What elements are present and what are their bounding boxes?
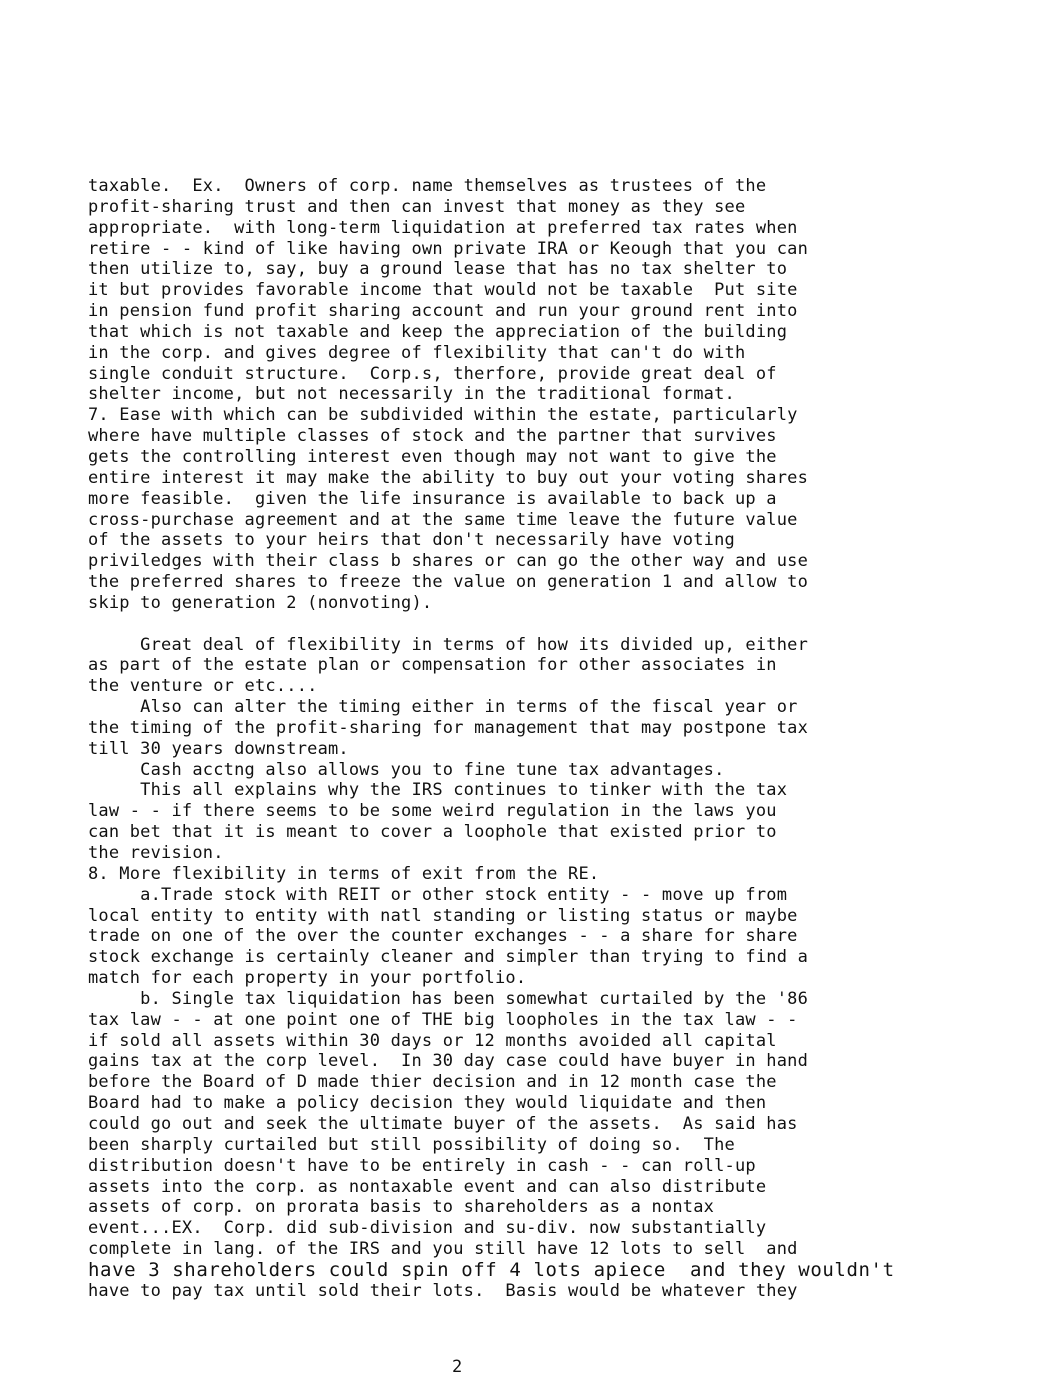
text-line: assets of corp. on prorata basis to shareholders as a nontax <box>88 1197 715 1218</box>
text-line: retire - - kind of like having own private IRA or Keough that you can <box>88 238 809 259</box>
text-line: as part of the estate plan or compensation for other associates in <box>88 655 777 676</box>
text-line: the venture or etc.... <box>88 676 318 697</box>
text-line: it but provides favorable income that would not be taxable Put site <box>88 280 798 301</box>
text-line: have 3 shareholders could spin off 4 lots apiece and they wouldn't <box>88 1258 895 1281</box>
text-line: 8. More flexibility in terms of exit from the RE. <box>88 863 600 884</box>
text-line: in pension fund profit sharing account and run your ground rent into <box>88 301 798 322</box>
text-line: shelter income, but not necessarily in the traditional format. <box>88 384 735 405</box>
text-line: a.Trade stock with REIT or other stock entity - - move up from <box>88 884 788 905</box>
text-line: skip to generation 2 (nonvoting). <box>88 592 433 613</box>
text-line: assets into the corp. as nontaxable event and can also distribute <box>88 1176 767 1197</box>
text-line: the timing of the profit-sharing for management that may postpone tax <box>88 717 809 738</box>
text-line: trade on one of the over the counter exchanges - - a share for share <box>88 926 798 947</box>
text-line: distribution doesn't have to be entirely in cash - - can roll-up <box>88 1155 756 1176</box>
text-line: till 30 years downstream. <box>88 738 349 759</box>
text-line: the revision. <box>88 843 224 863</box>
text-line: b. Single tax liquidation has been somewhat curtailed by the '86 <box>88 988 809 1009</box>
text-line: law - - if there seems to be some weird regulation in the laws you <box>88 801 777 822</box>
text-line: priviledges with their class b shares or can go the other way and use <box>88 551 809 572</box>
text-line: profit-sharing trust and then can invest that money as they see <box>88 196 746 217</box>
text-line: have to pay tax until sold their lots. Basis would be whatever they <box>88 1280 798 1301</box>
blank-line <box>88 614 988 635</box>
text-line: complete in lang. of the IRS and you still have 12 lots to sell and <box>88 1239 798 1260</box>
text-line: local entity to entity with natl standing or listing status or maybe <box>88 905 798 926</box>
text-line: Also can alter the timing either in terms of the fiscal year or <box>88 697 798 718</box>
text-line: appropriate. with long-term liquidation at preferred tax rates when <box>88 217 798 238</box>
text-line: match for each property in your portfolio. <box>88 968 527 989</box>
text-line: stock exchange is certainly cleaner and simpler than trying to find a <box>88 947 809 968</box>
text-line: Board had to make a policy decision they would liquidate and then <box>88 1093 767 1114</box>
text-line: cross-purchase agreement and at the same time leave the future value <box>88 509 798 530</box>
text-line: in the corp. and gives degree of flexibility that can't do with <box>88 342 746 363</box>
text-line: then utilize to, say, buy a ground lease that has no tax shelter to <box>88 259 788 280</box>
text-line: can bet that it is meant to cover a loophole that existed prior to <box>88 822 777 843</box>
text-line: where have multiple classes of stock and the partner that survives <box>88 426 777 447</box>
text-line: entire interest it may make the ability to buy out your voting shares <box>88 467 809 488</box>
text-line: if sold all assets within 30 days or 12 months avoided all capital <box>88 1030 777 1051</box>
text-line: 7. Ease with which can be subdivided within the estate, particularly <box>88 405 798 426</box>
text-line: taxable. Ex. Owners of corp. name themselves as trustees of the <box>88 176 767 196</box>
text-line: been sharply curtailed but still possibility of doing so. The <box>88 1134 735 1155</box>
text-line: event...EX. Corp. did sub-division and su-div. now substantially <box>88 1218 767 1239</box>
text-line: This all explains why the IRS continues to tinker with the tax <box>88 780 788 801</box>
text-line: more feasible. given the life insurance is available to back up a <box>88 488 777 509</box>
text-line: tax law - - at one point one of THE big loopholes in the tax law - - <box>88 1009 798 1030</box>
text-line: of the assets to your heirs that don't necessarily have voting <box>88 530 735 551</box>
page-number: 2 <box>452 1357 463 1377</box>
text-line: gains tax at the corp level. In 30 day case could have buyer in hand <box>88 1051 809 1072</box>
text-line: Cash acctng also allows you to fine tune tax advantages. <box>88 759 725 780</box>
document-body-text <box>88 176 988 1302</box>
text-line: that which is not taxable and keep the appreciation of the building <box>88 321 788 342</box>
text-line: could go out and seek the ultimate buyer of the assets. As said has <box>88 1113 798 1134</box>
text-line: Great deal of flexibility in terms of how its divided up, either <box>88 634 809 655</box>
text-line: single conduit structure. Corp.s, therfore, provide great deal of <box>88 363 777 384</box>
text-line: before the Board of D made thier decision and in 12 month case the <box>88 1072 777 1093</box>
text-line: gets the controlling interest even though may not want to give the <box>88 446 777 467</box>
text-line: the preferred shares to freeze the value on generation 1 and allow to <box>88 572 809 593</box>
